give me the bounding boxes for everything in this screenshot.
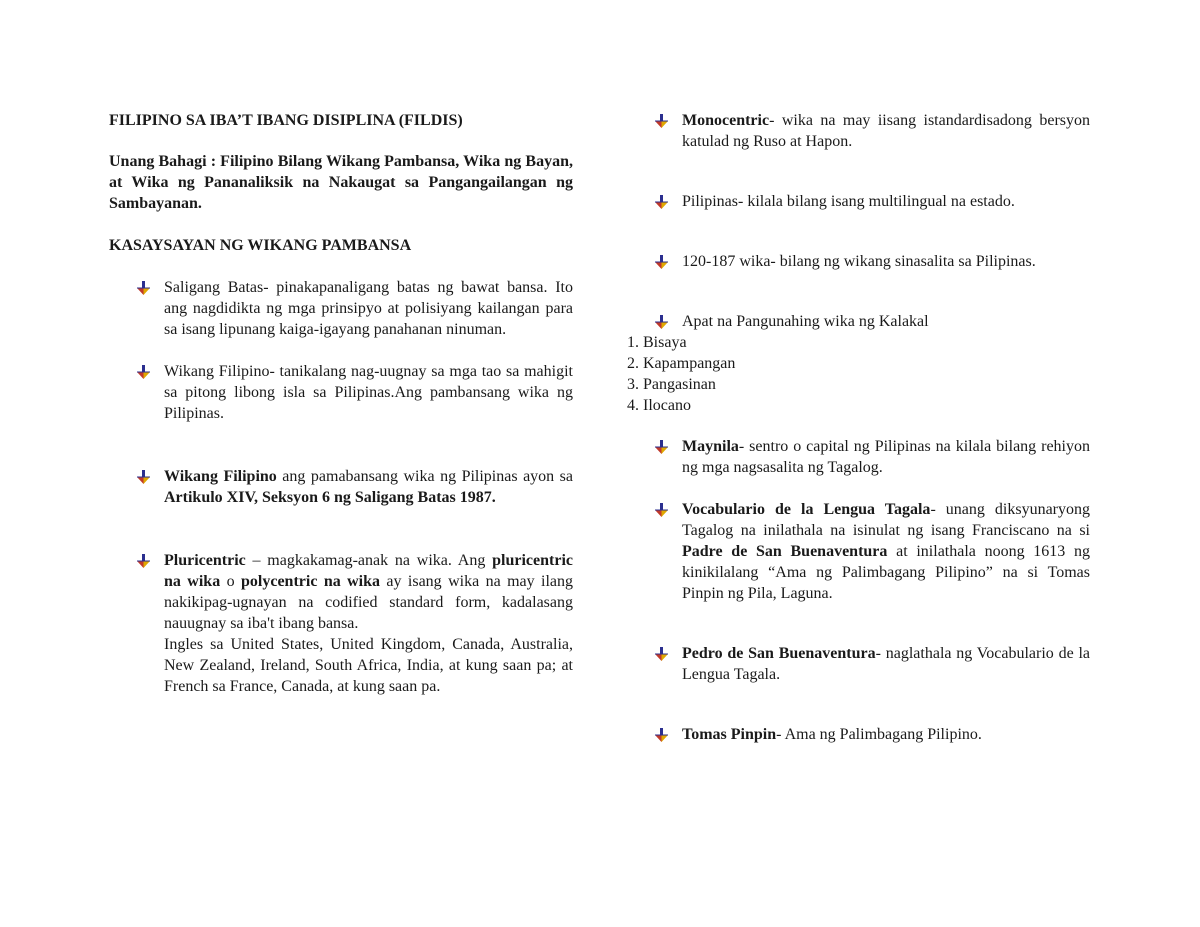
bullet-text-part: ang pamabansang wika ng Pilipinas ayon sa: [276, 468, 574, 485]
bullet-text: Apat na Pangunahing wika ng Kalakal: [682, 313, 929, 330]
arrow-down-bullet-icon: [655, 114, 668, 128]
list-item: 1. Bisaya: [627, 334, 687, 351]
bullet-text: [164, 550, 573, 634]
section-heading: KASAYSAYAN NG WIKANG PAMBANSA: [109, 237, 412, 254]
bullet-text-part: – magkakamag-anak na wika. Ang: [245, 552, 493, 569]
bullet-text-part: - naglathala ng Vocabulario de la Lengua Tagala.: [682, 645, 1091, 683]
arrow-down-bullet-icon: [655, 195, 668, 209]
bullet-pedro: [627, 643, 1090, 685]
document-title: FILIPINO SA IBA’T IBANG DISIPLINA (FILDIS): [109, 112, 463, 129]
arrow-down-bullet-icon: [655, 315, 668, 329]
bullet-wikang-filipino-1: [109, 361, 573, 424]
bullet-text: [682, 110, 1090, 152]
bullet-text: [682, 724, 1090, 745]
bold-term: Padre de San Buenaventura: [682, 543, 888, 560]
bullet-text-part: - sentro o capital ng Pilipinas na kilala bilang rehiyon ng mga nagsasalita ng Tagalog.: [682, 438, 1090, 476]
arrow-down-bullet-icon: [655, 503, 668, 517]
bold-term: Vocabulario de la Lengua Tagala: [682, 501, 931, 518]
arrow-down-bullet-icon: [137, 365, 150, 379]
bold-term: Artikulo XIV, Seksyon 6 ng Saligang Batas 1987.: [164, 489, 496, 506]
arrow-down-bullet-icon: [655, 647, 668, 661]
bold-term: polycentric na wika: [241, 573, 381, 590]
bold-term: Pluricentric: [164, 552, 246, 569]
arrow-down-bullet-icon: [655, 728, 668, 742]
list-item: 2. Kapampangan: [627, 355, 736, 372]
arrow-down-bullet-icon: [137, 470, 150, 484]
document-subtitle: Unang Bahagi : Filipino Bilang Wikang Pambansa, Wika ng Bayan, at Wika ng Pananaliksik na Nakaugat sa Pangangailangan ng Sambayanan.: [109, 153, 573, 212]
bullet-wika-ng-kalakal: [627, 311, 1090, 332]
right-column: [627, 110, 1090, 745]
arrow-down-bullet-icon: [137, 281, 150, 295]
list-item: 3. Pangasinan: [627, 376, 716, 393]
bullet-monocentric: [627, 110, 1090, 152]
bullet-pluricentric: [109, 550, 573, 697]
bullet-text: Saligang Batas- pinakapanaligang batas ng bawat bansa. Ito ang nagdidikta ng mga prinsipyo at polisiyang kailangan para sa isang lipunang kaiga-igayang panahanan ninuman.: [164, 279, 573, 338]
bullet-text-part: - unang diksyunaryong Tagalog na inilathala na isinulat ng isang Franciscano na si: [682, 501, 1091, 539]
bold-term: Wikang Filipino: [164, 468, 277, 485]
bullet-text-part: - wika na may iisang istandardisadong bersyon katulad ng Ruso at Hapon.: [682, 112, 1090, 150]
bullet-wika-count: [627, 251, 1090, 272]
bullet-text-part: ay isang wika na may ilang nakikipag-ugnayan na codified standard form, kadalasang nauugnay sa iba't ibang bansa.: [164, 573, 574, 632]
bullet-saligang-batas: [109, 277, 573, 340]
bullet-text-part: at inilathala noong 1613 ng kinikilalang “Ama ng Palimbagang Pilipino” na si Tomas Pinpin ng Pila, Laguna.: [682, 543, 1091, 602]
bold-term: Maynila: [682, 438, 739, 455]
bullet-text: [682, 643, 1090, 685]
left-column: [109, 110, 573, 697]
bullet-text-part: o: [220, 573, 241, 590]
bold-term: Tomas Pinpin: [682, 726, 777, 743]
bullet-maynila: [627, 436, 1090, 478]
bold-term: Pedro de San Buenaventura: [682, 645, 876, 662]
bullet-text: Pilipinas- kilala bilang isang multilingual na estado.: [682, 193, 1015, 210]
bullet-vocabulario: [627, 499, 1090, 604]
arrow-down-bullet-icon: [655, 255, 668, 269]
bullet-wikang-filipino-2: [109, 466, 573, 508]
bullet-pilipinas: [627, 191, 1090, 212]
arrow-down-bullet-icon: [137, 554, 150, 568]
bold-term: Monocentric: [682, 112, 770, 129]
bullet-text: [164, 466, 573, 508]
list-item: 4. Ilocano: [627, 397, 691, 414]
arrow-down-bullet-icon: [655, 440, 668, 454]
bullet-text: Wikang Filipino- tanikalang nag-uugnay sa mga tao sa mahigit sa pitong libong isla sa Pilipinas.Ang pambansang wika ng Pilipinas.: [164, 363, 573, 422]
bullet-text: 120-187 wika- bilang ng wikang sinasalita sa Pilipinas.: [682, 253, 1036, 270]
bullet-text: [682, 436, 1090, 478]
bullet-text: [682, 499, 1090, 604]
bold-term: pluricentric na wika: [164, 552, 573, 590]
bullet-text-part: - Ama ng Palimbagang Pilipino.: [776, 726, 982, 743]
bullet-text-examples: Ingles sa United States, United Kingdom, Canada, Australia, New Zealand, Ireland, South Africa, India, at kung saan pa; at French sa France, Canada, at kung saan pa.: [164, 636, 573, 695]
bullet-tomas-pinpin: [627, 724, 1090, 745]
languages-list: [627, 332, 1090, 416]
